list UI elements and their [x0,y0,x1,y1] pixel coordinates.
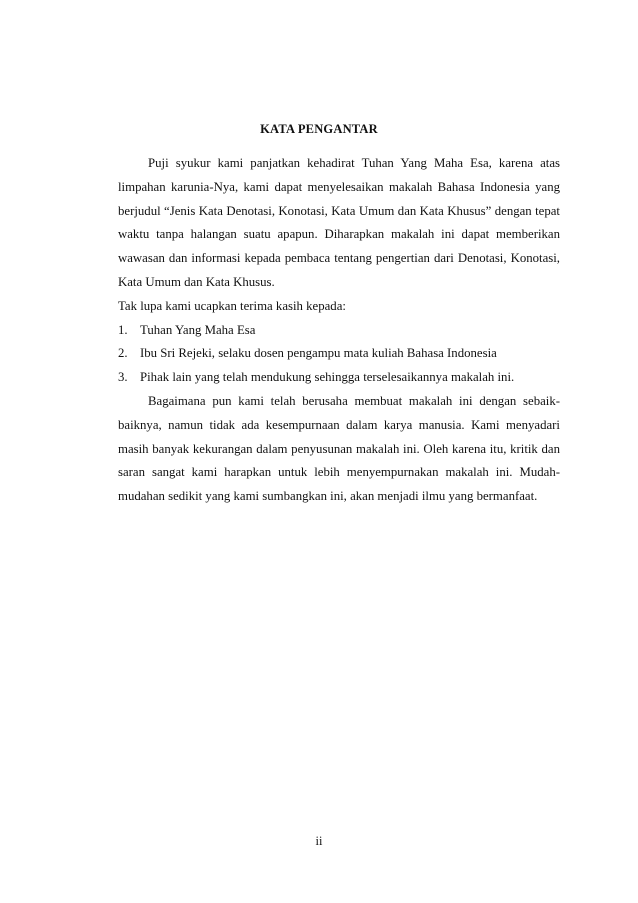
page-title: KATA PENGANTAR [260,122,378,136]
paragraph-opening: Puji syukur kami panjatkan kehadirat Tuhan Yang Maha Esa, karena atas limpahan karunia-Nya, kami dapat menyelesaikan makalah Bahasa Indonesia yang berjudul “Jenis Kata Denotasi, Konotasi, Kata Umum dan Kata Khusus” dengan tepat waktu tanpa halangan suatu apapun. Diharapkan makalah ini dapat memberikan wawasan dan informasi kepada pembaca tentang pengertian dari Denotasi, Konotasi, Kata Umum dan Kata Khusus. [118,156,560,289]
list-item-text: Pihak lain yang telah mendukung sehingga terselesaikannya makalah ini. [140,370,515,385]
thanks-list [118,319,560,390]
list-item-text: Ibu Sri Rejeki, selaku dosen pengampu mata kuliah Bahasa Indonesia [140,346,497,361]
document-body [118,152,560,509]
list-item-text: Tuhan Yang Maha Esa [140,322,256,337]
list-item [118,366,560,390]
paragraph-closing: Bagaimana pun kami telah berusaha membuat makalah ini dengan sebaik-baiknya, namun tidak ada kesempurnaan dalam karya manusia. Kami menyadari masih banyak kekurangan dalam penyusunan makalah ini. Oleh karena itu, kritik dan saran sangat kami harapkan untuk lebih menyempurnakan makalah ini. Mudah-mudahan sedikit yang kami sumbangkan ini, akan menjadi ilmu yang bermanfaat. [118,393,560,504]
list-item [118,319,560,343]
list-item [118,342,560,366]
list-item-number: 2. [118,346,128,361]
thanks-intro: Tak lupa kami ucapkan terima kasih kepada: [118,298,346,313]
list-item-number: 1. [118,322,128,337]
list-item-number: 3. [118,370,128,385]
page-number: ii [315,834,323,848]
